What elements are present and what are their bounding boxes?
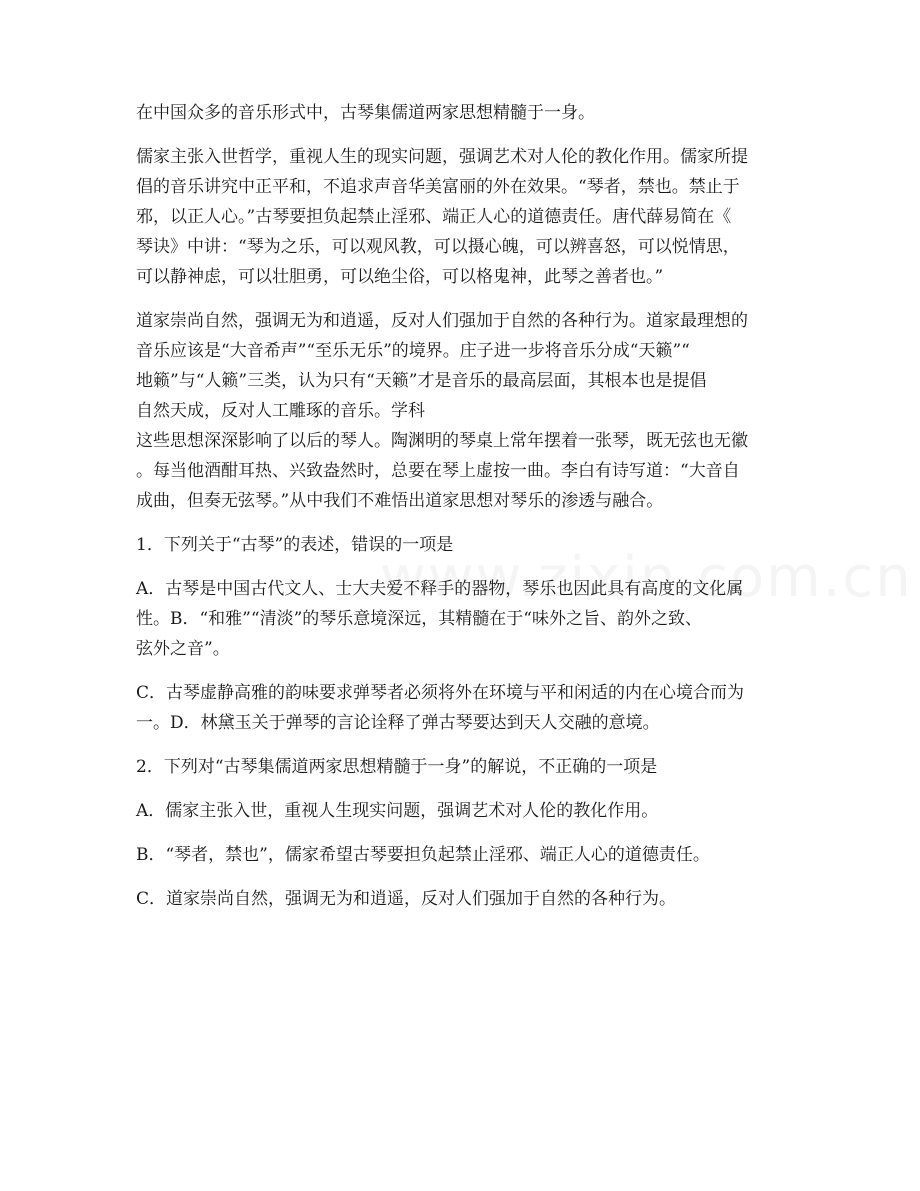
text-line: 成曲，但奏无弦琴。”从中我们不难悟出道家思想对琴乐的渗透与融合。 (136, 491, 664, 511)
question-1-options-ab (136, 574, 786, 664)
text-line: 邪，以正人心。”古琴要担负起禁止淫邪、端正人心的道德责任。唐代薛易简在《 (136, 207, 732, 227)
text-line: 倡的音乐讲究中正平和，不追求声音华美富丽的外在效果。“琴者，禁也。禁止于 (136, 177, 740, 197)
text-line: 2．下列对“古琴集儒道两家思想精髓于一身”的解说，不正确的一项是 (136, 757, 658, 777)
text-line: 一。D．林黛玉关于弹琴的言论诠释了弹古琴要达到天人交融的意境。 (136, 713, 660, 733)
question-1-options-cd (136, 678, 786, 738)
question-2-option-a (136, 796, 786, 826)
text-line: 地籁”与“人籁”三类，认为只有“天籁”才是音乐的最高层面，其根本也是提倡 (136, 371, 707, 391)
text-line: 自然天成，反对人工雕琢的音乐。学科 (136, 401, 425, 421)
text-line: B．“琴者，禁也”，儒家希望古琴要担负起禁止淫邪、端正人心的道德责任。 (136, 845, 710, 865)
text-line: A．古琴是中国古代文人、士大夫爱不释手的器物，琴乐也因此具有高度的文化属 (136, 579, 744, 599)
intro-paragraph (136, 98, 786, 128)
text-line: A．儒家主张入世，重视人生现实问题，强调艺术对人伦的教化作用。 (136, 801, 659, 821)
text-line: 儒家主张入世哲学，重视人生的现实问题，强调艺术对人伦的教化作用。儒家所提 (136, 147, 748, 167)
text-line: 可以静神虑，可以壮胆勇，可以绝尘俗，可以格鬼神，此琴之善者也。” (136, 267, 664, 287)
text-line: 音乐应该是“大音希声”“至乐无乐”的境界。庄子进一步将音乐分成“天籁”“ (136, 341, 690, 361)
question-2-option-c (136, 884, 786, 914)
question-2-option-b (136, 840, 786, 870)
text-line: 道家崇尚自然，强调无为和逍遥，反对人们强加于自然的各种行为。道家最理想的 (136, 311, 748, 331)
text-line: 在中国众多的音乐形式中，古琴集儒道两家思想精髓于一身。 (136, 103, 595, 123)
taoist-paragraph (136, 306, 786, 426)
influence-paragraph (136, 426, 786, 516)
text-line: C．古琴虚静高雅的韵味要求弹琴者必须将外在环境与平和闲适的内在心境合而为 (136, 683, 745, 703)
text-line: 琴诀》中讲：“琴为之乐，可以观风教，可以摄心魄，可以辨喜怒，可以悦情思， (136, 237, 740, 257)
text-line: 这些思想深深影响了以后的琴人。陶渊明的琴桌上常年摆着一张琴，既无弦也无徽 (136, 431, 748, 451)
question-2 (136, 752, 786, 782)
text-line: C．道家崇尚自然，强调无为和逍遥，反对人们强加于自然的各种行为。 (136, 889, 677, 909)
document-body (136, 98, 786, 914)
text-line: 性。B．“和雅”“清淡”的琴乐意境深远，其精髓在于“味外之旨、韵外之致、 (136, 609, 702, 629)
question-1 (136, 530, 786, 560)
text-line: 。每当他酒酣耳热、兴致盎然时，总要在琴上虚按一曲。李白有诗写道：“大音自 (136, 461, 740, 481)
confucian-paragraph (136, 142, 786, 292)
text-line: 1．下列关于“古琴”的表述，错误的一项是 (136, 535, 454, 555)
text-line: 弦外之音”。 (136, 639, 230, 659)
